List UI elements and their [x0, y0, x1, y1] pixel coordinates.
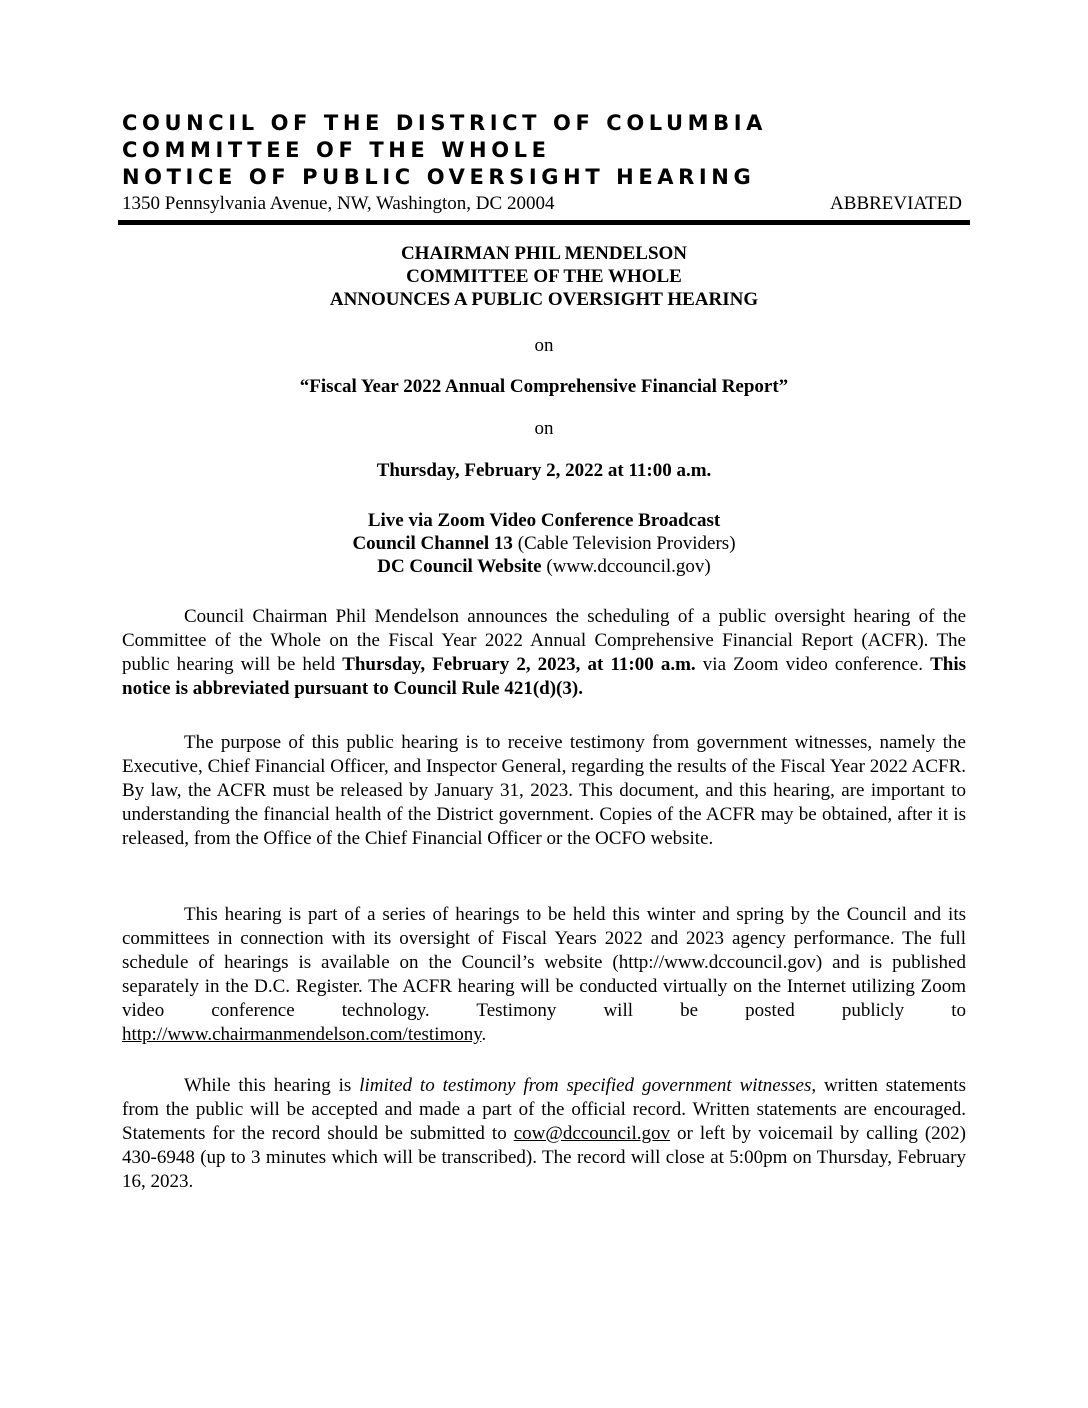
p1-text: Council Chairman Phil Mendelson announces the scheduling of a public oversight hearing of the Committee of the Whole on the Fiscal Year 2022 Annual Comprehensive Financial Report (ACFR). The public hearing will be held [122, 606, 966, 675]
header-committee-title: COMMITTEE OF THE WHOLE [122, 138, 551, 162]
testimony-link[interactable]: http://www.chairmanmendelson.com/testimony [122, 1024, 482, 1045]
paragraph-purpose [122, 731, 966, 851]
website-label: DC Council Website [377, 556, 542, 577]
paragraph-scheduling [122, 605, 966, 701]
p1-text-2: via Zoom video conference. [695, 654, 931, 675]
hearing-topic: “Fiscal Year 2022 Annual Comprehensive Financial Report” [299, 376, 789, 397]
on-text-1: on [534, 335, 554, 356]
on-text-2: on [534, 418, 554, 439]
paragraph-series [122, 903, 966, 1047]
p1-rule: This notice is abbreviated pursuant to Council Rule 421(d)(3). [122, 654, 967, 699]
channel-detail: (Cable Television Providers) [512, 533, 736, 554]
hearing-datetime: Thursday, February 2, 2022 at 11:00 a.m. [376, 460, 712, 481]
website-detail: (www.dccouncil.gov) [541, 556, 711, 577]
email-link[interactable]: cow@dccouncil.gov [513, 1123, 670, 1144]
paragraph-statements [122, 1074, 966, 1194]
announcement-chairman: CHAIRMAN PHIL MENDELSON [400, 243, 688, 264]
p2-text: The purpose of this public hearing is to receive testimony from government witnesses, namely the Executive, Chief Financial Officer, and Inspector General, regarding the results of the Fiscal Year 2022 ACFR. By law, the ACFR must be released by January 31, 2023. This document, and this hearing, are important to understanding the financial health of the District government. Copies of the ACFR may be obtained, after it is released, from the Office of the Chief Financial Officer or the OCFO website. [122, 732, 966, 849]
header-divider [118, 220, 970, 225]
p1-date: Thursday, February 2, 2023, at 11:00 a.m. [342, 654, 696, 675]
address-row [122, 193, 962, 215]
p3-end: . [481, 1024, 487, 1045]
header-notice-title: NOTICE OF PUBLIC OVERSIGHT HEARING [122, 165, 756, 189]
channel-label: Council Channel 13 [352, 533, 513, 554]
website-line [118, 555, 970, 578]
announcement-committee: COMMITTEE OF THE WHOLE [406, 266, 682, 287]
address: 1350 Pennsylvania Avenue, NW, Washington, DC 20004 [122, 193, 555, 214]
p4-italic: limited to testimony from specified government witnesses [359, 1075, 812, 1096]
p4-text-3: or left by voicemail by calling (202) 430-6948 (up to 3 minutes which will be transcribed). The record will close at 5:00pm on Thursday, February 16, 2023. [122, 1123, 967, 1192]
announcement-hearing: ANNOUNCES A PUBLIC OVERSIGHT HEARING [329, 289, 759, 310]
p4-text-2: , written statements from the public will be accepted and made a part of the official record. Written statements are encouraged. Statements for the record should be submitted to [122, 1075, 966, 1144]
broadcast-line: Live via Zoom Video Conference Broadcast [367, 510, 721, 531]
p3-text: This hearing is part of a series of hearings to be held this winter and spring by the Council and its committees in connection with its oversight of Fiscal Years 2022 and 2023 agency performance. The full schedule of hearings is available on the Council’s website (http://www.dccouncil.gov) and is published separately in the D.C. Register. The ACFR hearing will be conducted virtually on the Internet utilizing Zoom video conference technology. Testimony will be posted publicly to [122, 904, 966, 1021]
abbreviated-tag: ABBREVIATED [830, 193, 962, 214]
header-council-title: COUNCIL OF THE DISTRICT OF COLUMBIA [122, 111, 768, 135]
channel-line [118, 532, 970, 555]
p4-text: While this hearing is [184, 1075, 360, 1096]
